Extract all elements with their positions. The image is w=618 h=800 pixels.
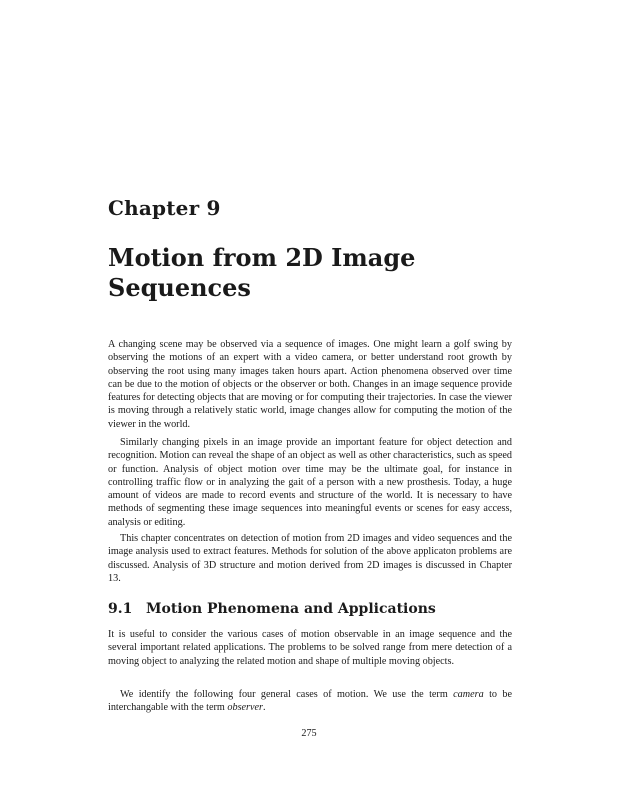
page-number: 275 xyxy=(301,728,317,739)
section-paragraph-1: It is useful to consider the various cases of motion observable in an image sequence and the several important related applications. The problems to be solved range from mere detection of a moving object to analyzing the related motion and shape of multiple moving objects. xyxy=(108,629,512,667)
term-camera: camera xyxy=(453,689,484,700)
chapter-title-line-1: Motion from 2D Image xyxy=(108,243,416,272)
chapter-title xyxy=(108,243,528,303)
chapter-label: Chapter 9 xyxy=(108,196,221,220)
intro-paragraph-2: Similarly changing pixels in an image provide an important feature for object detection and recognition. Motion can reveal the shape of an object as well as other characteristics, such as speed or function. Analysis of object motion over time may be the ultimate goal, for instance in controlling traffic flow or in analyzing the gait of a person with a new prosthesis. Today, a huge amount of videos are made to record events and structure of the world. It is necessary to have methods of segmenting these image sequences into meaningful events or scenes for easy access, analysis or editing. xyxy=(108,437,512,528)
intro-paragraph-3: This chapter concentrates on detection of motion from 2D images and video sequences and the image analysis used to extract features. Methods for solution of the above applicaton problems are discussed. Analysis of 3D structure and motion derived from 2D images is discussed in Chapter 13. xyxy=(108,533,512,584)
term-observer: observer xyxy=(227,702,264,714)
section-number: 9.1 xyxy=(108,601,133,617)
intro-paragraph-1: A changing scene may be observed via a sequence of images. One might learn a golf swing by observing the motions of an expert with a video camera, or better understand root growth by observing the root using many images taken hours apart. Action phenomena observed over time can be due to the motion of objects or the observer or both. Changes in an image sequence provide features for detecting objects that are moving or for computing their trajectories. In case the viewer is moving through a relatively static world, image changes allow for computing the motion of the viewer in the world. xyxy=(108,339,512,430)
chapter-title-line-2: Sequences xyxy=(108,273,251,302)
section-title: Motion Phenomena and Applications xyxy=(146,601,436,617)
text-part-1: We identify the following four general cases of motion. We use the term xyxy=(120,689,454,700)
section-heading xyxy=(108,600,436,618)
text-part-2: to be interchangable with the term xyxy=(108,689,512,714)
section-paragraph-2 xyxy=(108,688,512,715)
text-part-3: . xyxy=(263,702,266,714)
